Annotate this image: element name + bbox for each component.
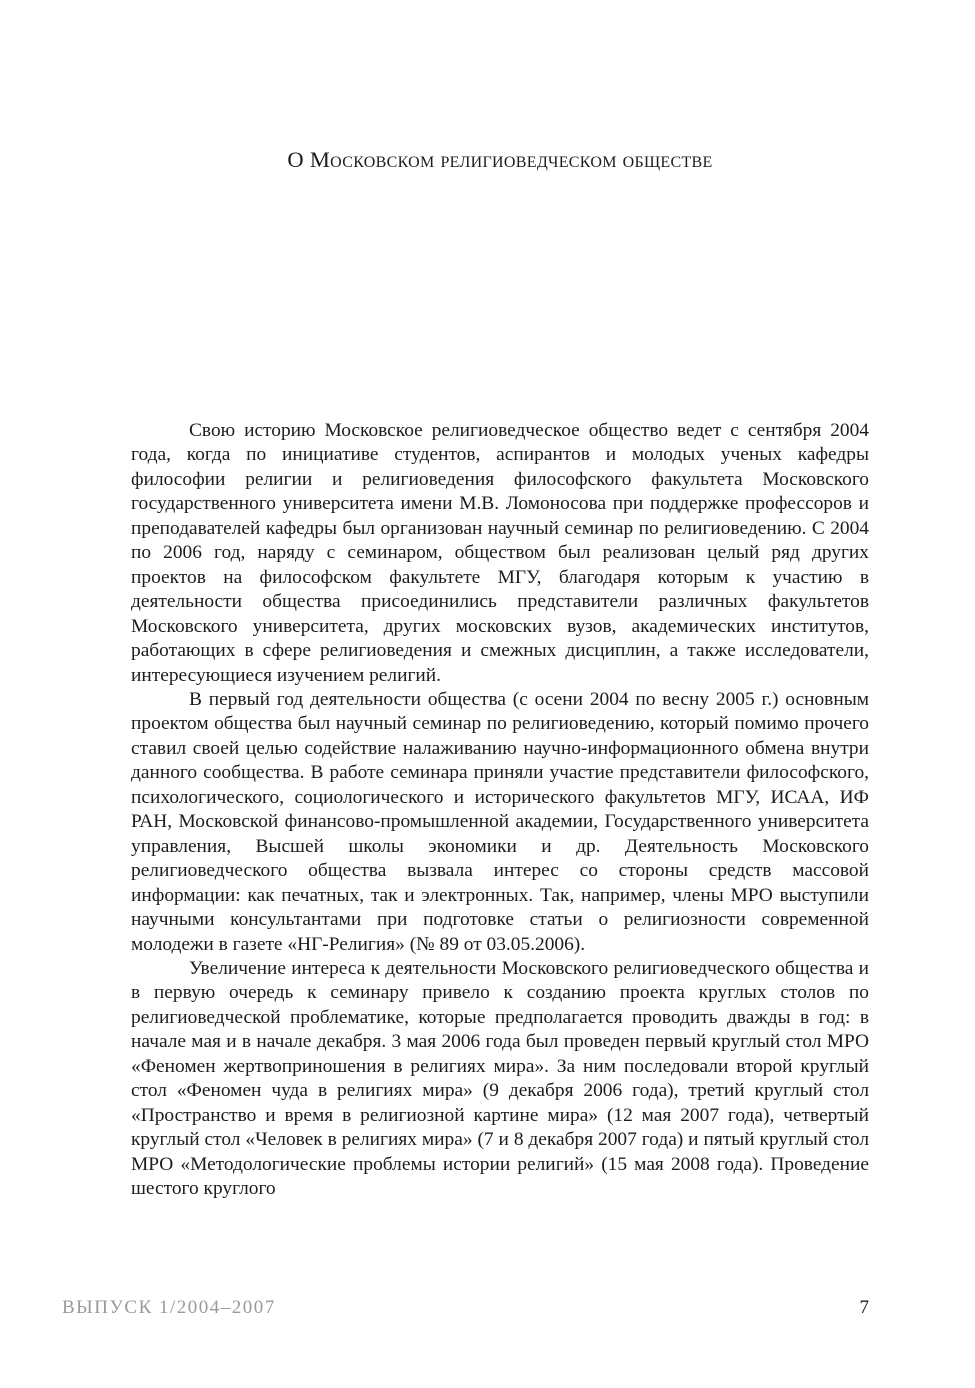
paragraph: Увеличение интереса к деятельности Московского религиоведческого общества и в первую очередь к семинару привело к созданию проекта круглых столов по религиоведческой проблематике, которые предполагается проводить дважды в год: в начале мая и в начале декабря. 3 мая 2006 года был проведен первый круглый стол МРО «Феномен жертвоприношения в религиях мира». За ним последовали второй круглый стол «Феномен чуда в религиях мира» (9 декабря 2006 года), третий круглый стол «Пространство и время в религиозной картине мира» (12 мая 2007 года), четвертый круглый стол «Человек в религиях мира» (7 и 8 декабря 2007 года) и пятый круглый стол МРО «Методологические проблемы истории религий» (15 мая 2008 года). Проведение шестого круглого xyxy=(131,957,869,1200)
issue-label: ВЫПУСК 1/2004–2007 xyxy=(62,1297,276,1318)
paragraph: В первый год деятельности общества (с осени 2004 по весну 2005 г.) основным проектом общества был научный семинар по религиоведению, который помимо прочего ставил своей целью содействие налаживанию научно-информационного обмена внутри данного сообщества. В работе семинара приняли участие представители философского, психологического, социологического и исторического факультетов МГУ, ИСАА, ИФ РАН, Московской финансово-промышленной академии, Государственного университета управления, Высшей школы экономики и др. Деятельность Московского религиоведческого общества вызвала интерес со стороны средств массовой информации: как печатных, так и электронных. Так, например, члены МРО выступили научными консультантами при подготовке статьи о религиозности современной молодежи в газете «НГ-Религия» (№ 89 от 03.05.2006). xyxy=(131,688,869,955)
body-text xyxy=(131,419,869,1202)
page-title: О Московском религиоведческом обществе xyxy=(287,147,713,172)
page-number: 7 xyxy=(859,1297,869,1318)
paragraph: Свою историю Московское религиоведческое общество ведет с сентября 2004 года, когда по инициативе студентов, аспирантов и молодых ученых кафедры философии религии и религиоведения философского факультета Московского государственного университета имени М.В. Ломоносова при поддержке профессоров и преподавателей кафедры был организован научный семинар по религиоведению. С 2004 по 2006 год, наряду с семинаром, обществом был реализован целый ряд других проектов на философском факультете МГУ, благодаря которым к участию в деятельности общества присоединились представители различных факультетов Московского университета, других московских вузов, академических институтов, работающих в сфере религиоведения и смежных дисциплин, а также исследователи, интересующиеся изучением религий. xyxy=(131,420,869,686)
